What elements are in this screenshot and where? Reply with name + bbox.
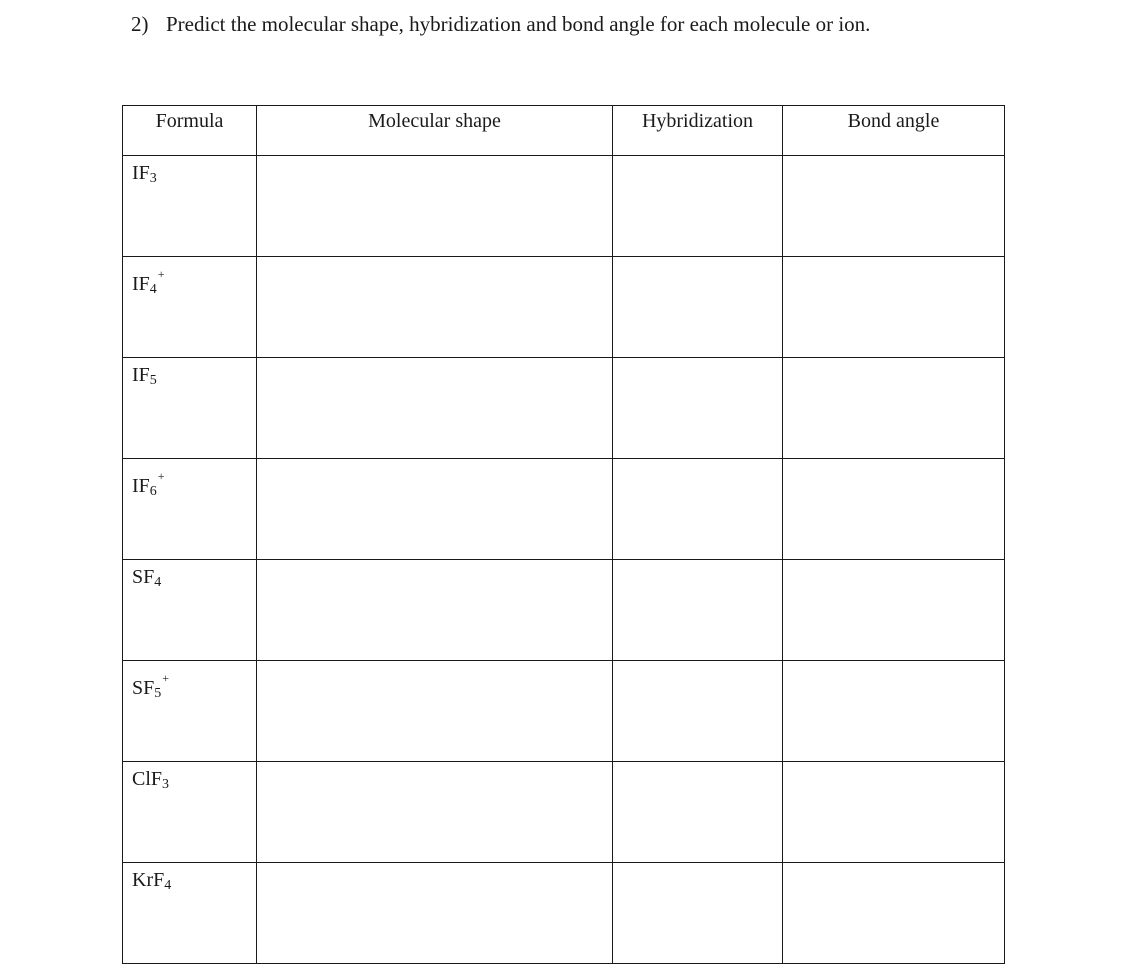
table-row <box>123 257 1005 358</box>
molecule-table <box>122 105 1005 964</box>
formula-cell <box>123 156 257 257</box>
header-bond-angle: Bond angle <box>783 106 1005 156</box>
bond-angle-answer-cell[interactable] <box>783 560 1005 661</box>
bond-angle-answer-cell[interactable] <box>783 459 1005 560</box>
hybridization-answer-cell[interactable] <box>613 863 783 964</box>
formula-cell <box>123 762 257 863</box>
table-row <box>123 661 1005 762</box>
shape-answer-cell[interactable] <box>257 863 613 964</box>
formula-subscript: 4 <box>164 878 172 893</box>
table-row <box>123 560 1005 661</box>
hybridization-answer-cell[interactable] <box>613 156 783 257</box>
bond-angle-answer-cell[interactable] <box>783 358 1005 459</box>
formula-base: KrF <box>132 869 165 891</box>
formula-subscript: 3 <box>149 171 157 186</box>
table-row <box>123 762 1005 863</box>
hybridization-answer-cell[interactable] <box>613 358 783 459</box>
shape-answer-cell[interactable] <box>257 257 613 358</box>
formula-subscript: 4 <box>154 575 162 590</box>
formula-subscript: 6 <box>149 484 157 499</box>
bond-angle-answer-cell[interactable] <box>783 257 1005 358</box>
hybridization-answer-cell[interactable] <box>613 762 783 863</box>
bond-angle-answer-cell[interactable] <box>783 863 1005 964</box>
shape-answer-cell[interactable] <box>257 661 613 762</box>
formula-base: IF <box>132 475 150 497</box>
table-row <box>123 156 1005 257</box>
hybridization-answer-cell[interactable] <box>613 459 783 560</box>
hybridization-answer-cell[interactable] <box>613 560 783 661</box>
formula-cell <box>123 863 257 964</box>
bond-angle-answer-cell[interactable] <box>783 661 1005 762</box>
formula-base: IF <box>132 364 150 386</box>
formula-cell <box>123 459 257 560</box>
question-prompt <box>131 10 870 38</box>
header-hybridization: Hybridization <box>613 106 783 156</box>
bond-angle-answer-cell[interactable] <box>783 762 1005 863</box>
table-row <box>123 863 1005 964</box>
header-molecular-shape: Molecular shape <box>257 106 613 156</box>
formula-charge: + <box>157 267 165 281</box>
formula-subscript: 5 <box>149 373 157 388</box>
question-number: 2) <box>131 12 149 36</box>
shape-answer-cell[interactable] <box>257 459 613 560</box>
formula-base: ClF <box>132 768 163 790</box>
table-row <box>123 358 1005 459</box>
formula-base: IF <box>132 273 150 295</box>
formula-base: SF <box>132 677 155 699</box>
formula-base: SF <box>132 566 155 588</box>
formula-cell <box>123 560 257 661</box>
formula-charge: + <box>157 469 165 483</box>
formula-cell <box>123 358 257 459</box>
hybridization-answer-cell[interactable] <box>613 661 783 762</box>
formula-subscript: 3 <box>162 777 170 792</box>
formula-subscript: 5 <box>154 686 162 701</box>
hybridization-answer-cell[interactable] <box>613 257 783 358</box>
formula-subscript: 4 <box>149 282 157 297</box>
table-header-row <box>123 106 1005 156</box>
shape-answer-cell[interactable] <box>257 156 613 257</box>
formula-cell <box>123 661 257 762</box>
formula-base: IF <box>132 162 150 184</box>
question-text: Predict the molecular shape, hybridization and bond angle for each molecule or ion. <box>166 12 871 36</box>
formula-charge: + <box>162 671 170 685</box>
shape-answer-cell[interactable] <box>257 560 613 661</box>
shape-answer-cell[interactable] <box>257 762 613 863</box>
header-formula: Formula <box>123 106 257 156</box>
table-row <box>123 459 1005 560</box>
formula-cell <box>123 257 257 358</box>
bond-angle-answer-cell[interactable] <box>783 156 1005 257</box>
shape-answer-cell[interactable] <box>257 358 613 459</box>
